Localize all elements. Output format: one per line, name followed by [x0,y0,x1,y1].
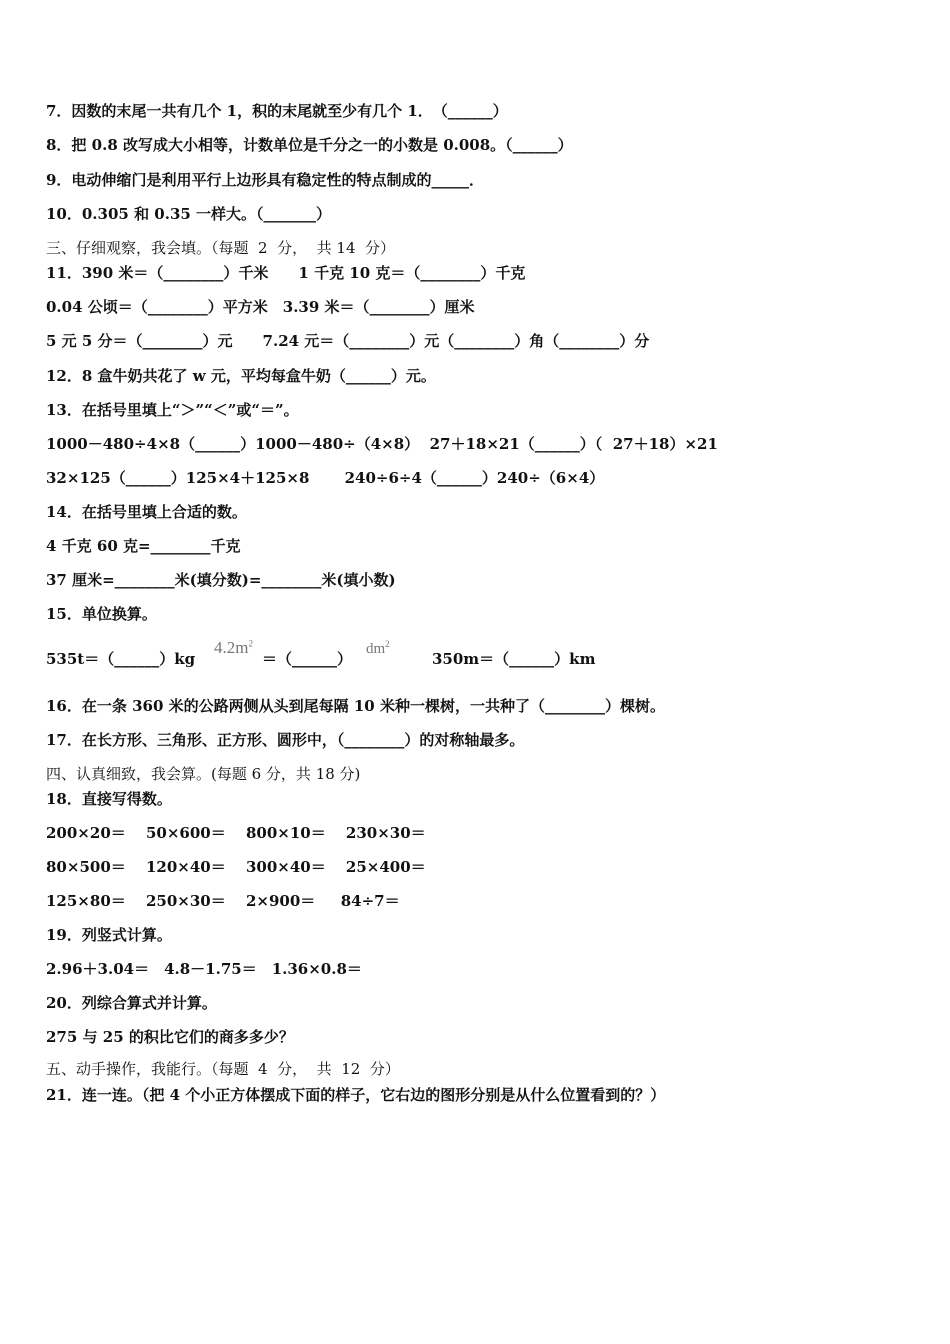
question-13: 13．在括号里填上“＞”“＜”或“＝”。 [46,401,299,419]
dm-value: dm [366,641,386,657]
area-unit-image [214,638,253,658]
question-15-item-3: 350m＝（______）km [432,650,596,668]
question-13-line-1: 1000－480÷4×8（______）1000－480÷（4×8） 27＋18×21（______）（ 27＋18）×21 [46,435,718,453]
question-19-row: 2.96＋3.04＝ 4.8－1.75＝ 1.36×0.8＝ [46,960,362,978]
question-15-item-1: 535t＝（______）kg [46,650,196,668]
question-16: 16．在一条 360 米的公路两侧从头到尾每隔 10 米种一棵树，一共种了（________）棵树。 [46,697,665,715]
question-20-text: 275 与 25 的积比它们的商多多少？ [46,1028,294,1046]
question-15: 15．单位换算。 [46,605,157,623]
question-20: 20．列综合算式并计算。 [46,994,217,1012]
question-11-line-3: 5 元 5 分＝（________）元 7.24 元＝（________）元（________）角（________）分 [46,332,650,350]
question-13-line-2: 32×125（______）125×4＋125×8 240÷6÷4（______）240÷（6×4） [46,469,605,487]
question-14: 14．在括号里填上合适的数。 [46,503,247,521]
section-3-heading: 三、仔细观察，我会填。（每题 2 分， 共 14 分） [46,239,396,257]
question-11-line-1: 11．390 米＝（________）千米 1 千克 10 克＝（________）千克 [46,264,526,282]
question-18-row-3: 125×80＝ 250×30＝ 2×900＝ 84÷7＝ [46,892,400,910]
question-14-line-2: 37 厘米=________米(填分数)=________米(填小数) [46,571,396,589]
question-15-item-2: ＝（______） [262,650,353,668]
section-5-heading: 五、动手操作，我能行。（每题 4 分， 共 12 分） [46,1060,400,1078]
question-12: 12．8 盒牛奶共花了 w 元，平均每盒牛奶（______）元。 [46,367,436,385]
question-7: 7．因数的末尾一共有几个 1，积的末尾就至少有几个 1． （______） [46,102,508,120]
question-21: 21．连一连。（把 4 个小正方体摆成下面的样子，它右边的图形分别是从什么位置看到的？） [46,1086,666,1104]
question-18-row-1: 200×20＝ 50×600＝ 800×10＝ 230×30＝ [46,824,426,842]
question-18: 18．直接写得数。 [46,790,172,808]
question-17: 17．在长方形、三角形、正方形、圆形中，（________）的对称轴最多。 [46,731,525,749]
question-11-line-2: 0.04 公顷＝（________）平方米 3.39 米＝（________）厘米 [46,298,475,316]
section-4-heading: 四、认真细致，我会算。(每题 6 分，共 18 分) [46,765,361,783]
area-value: 4.2m [214,638,249,657]
dm-sup: 2 [385,639,390,649]
dm-unit-image [366,639,390,658]
question-14-line-1: 4 千克 60 克=________千克 [46,537,241,555]
question-8: 8．把 0.8 改写成大小相等，计数单位是千分之一的小数是 0.008。（______） [46,136,573,154]
question-9: 9．电动伸缩门是利用平行上边形具有稳定性的特点制成的_____． [46,171,484,189]
question-18-row-2: 80×500＝ 120×40＝ 300×40＝ 25×400＝ [46,858,426,876]
question-10: 10．0.305 和 0.35 一样大。（_______） [46,205,332,223]
area-sup: 2 [248,638,253,649]
question-19: 19．列竖式计算。 [46,926,172,944]
